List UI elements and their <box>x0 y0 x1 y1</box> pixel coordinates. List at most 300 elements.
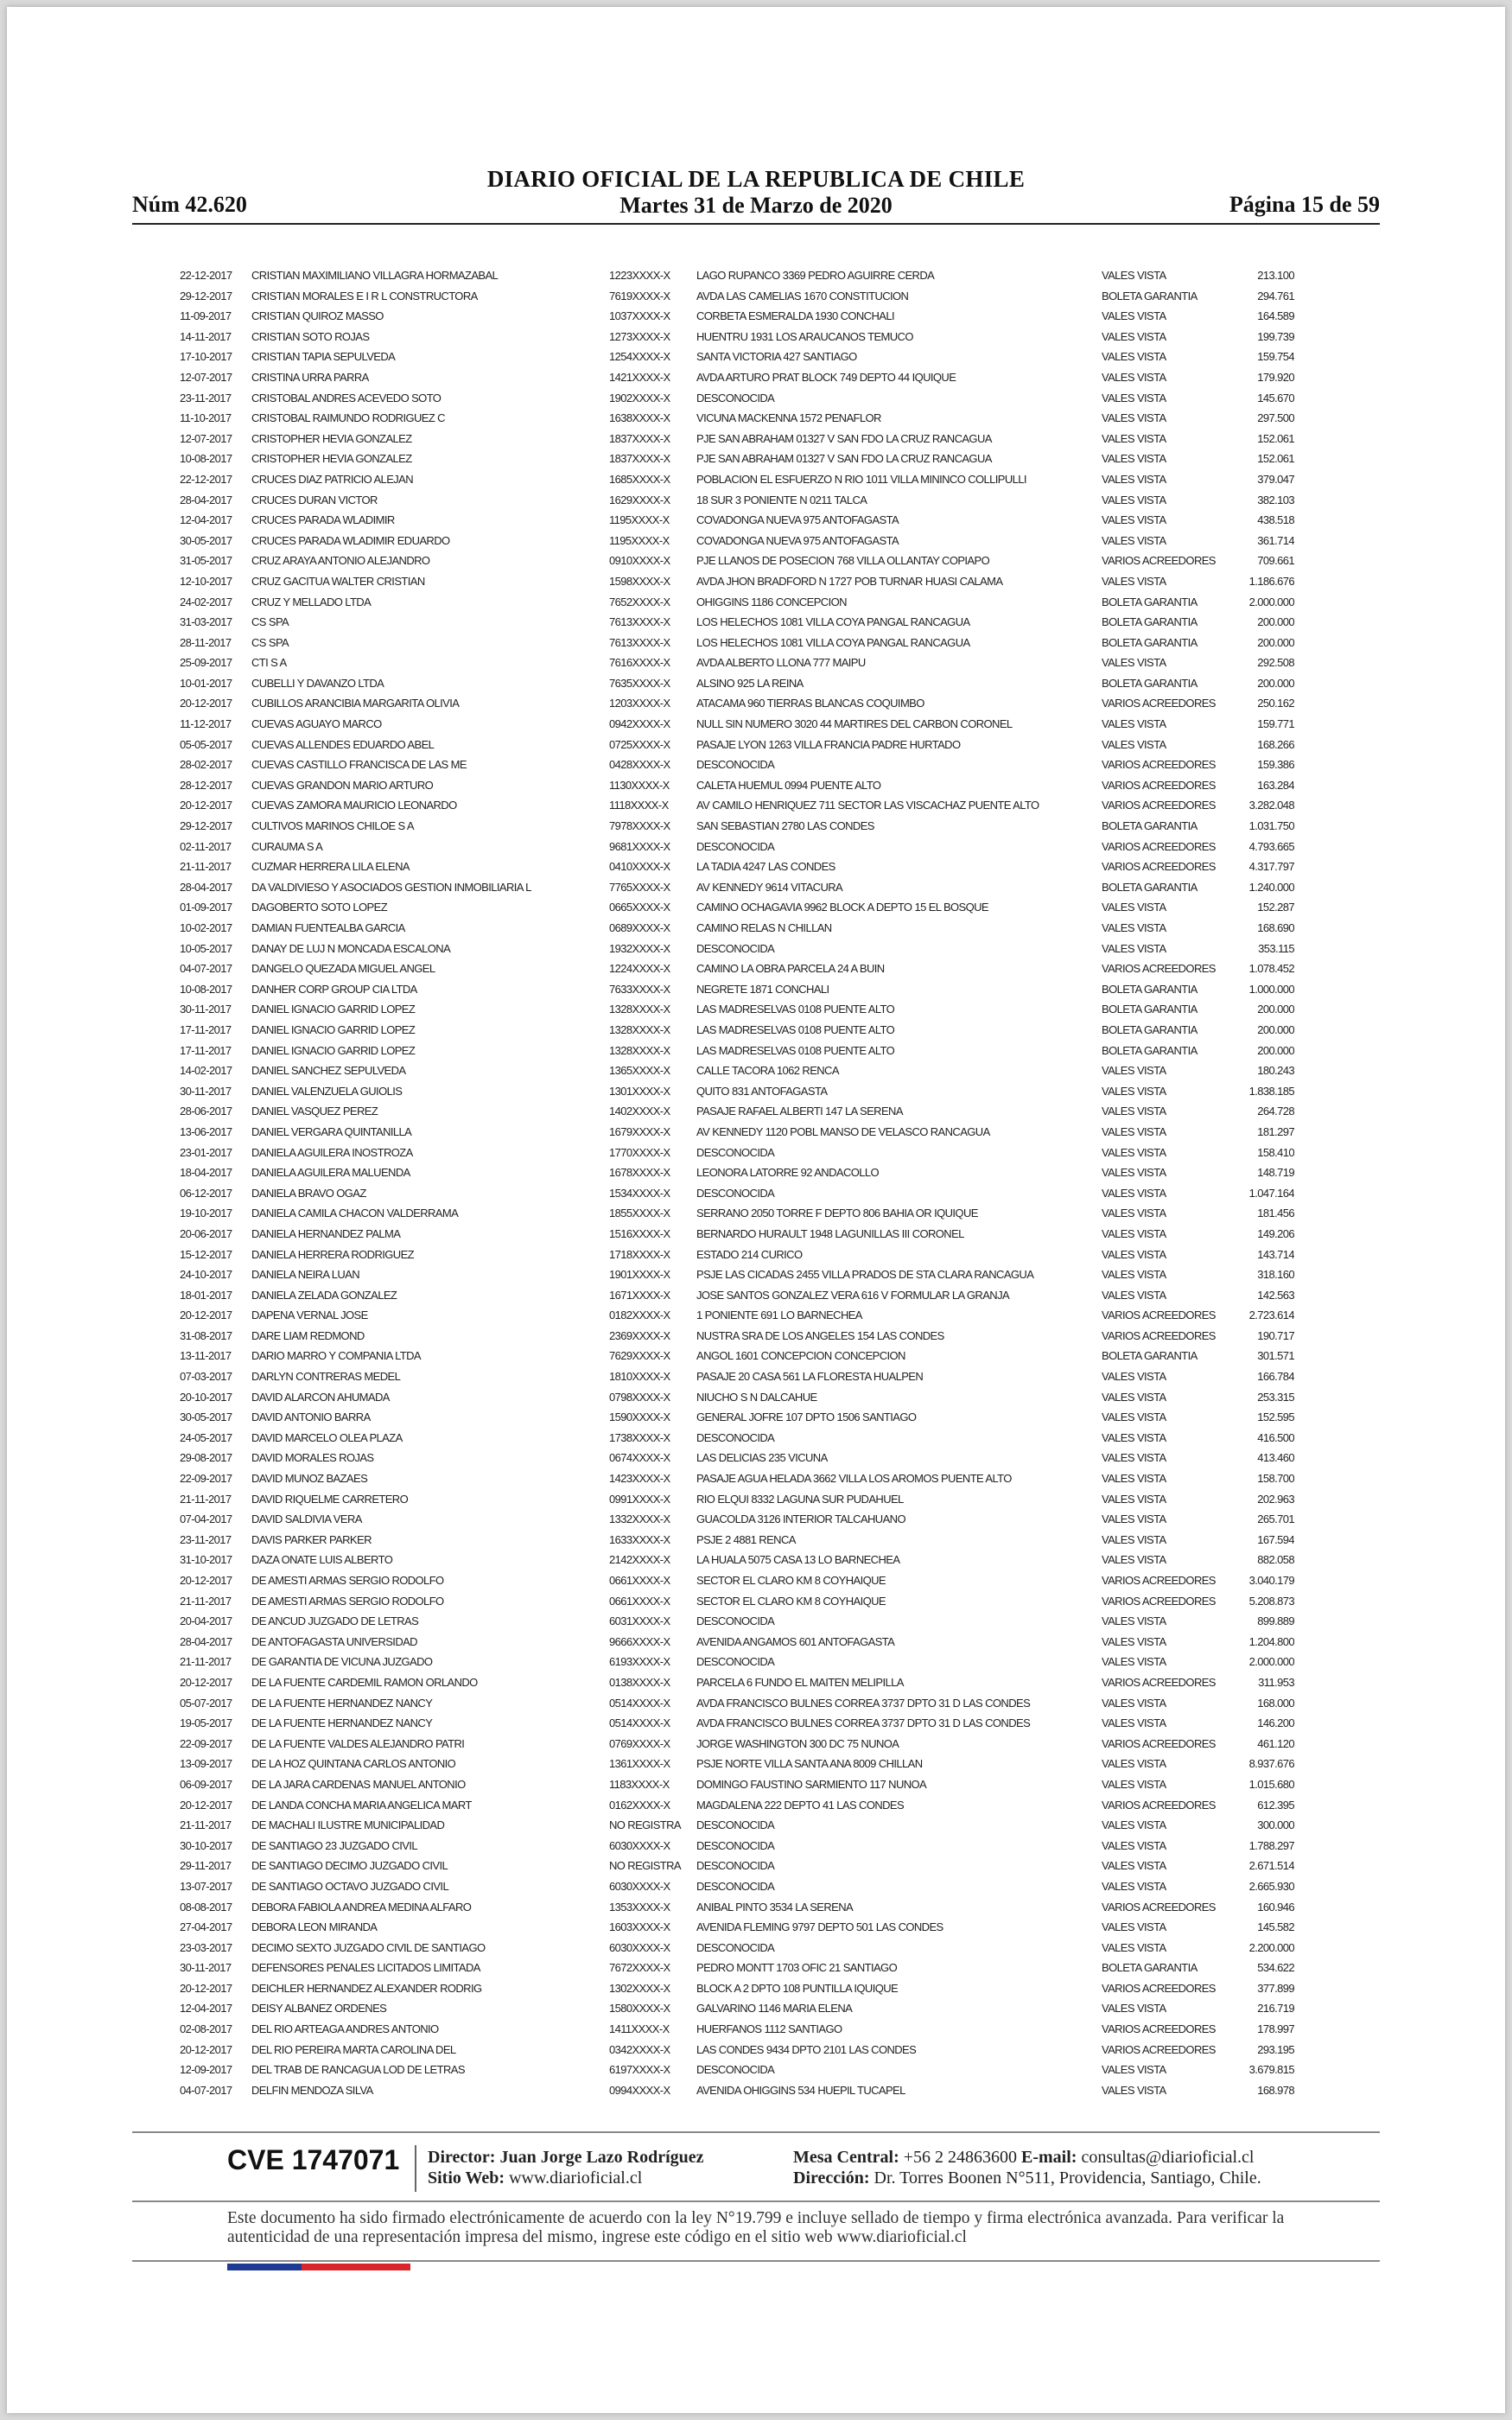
table-row <box>180 1143 1294 1163</box>
row-name: DEL TRAB DE RANCAGUA LOD DE LETRAS <box>251 2063 465 2077</box>
row-address: DESCONOCIDA <box>696 1145 775 1159</box>
row-date: 20-12-2017 <box>180 1981 232 1995</box>
issue-date: Martes 31 de Marzo de 2020 <box>619 193 893 218</box>
row-date: 28-11-2017 <box>180 635 232 649</box>
row-amount: 159.771 <box>1257 717 1294 731</box>
row-type: VALES VISTA <box>1102 1430 1166 1444</box>
row-address: PASAJE AGUA HELADA 3662 VILLA LOS AROMOS PUENTE ALTO <box>696 1472 1012 1486</box>
row-type: VARIOS ACREEDORES <box>1102 1675 1216 1689</box>
row-date: 30-11-2017 <box>180 1961 232 1975</box>
row-date: 11-10-2017 <box>180 411 232 425</box>
row-date: 20-12-2017 <box>180 1309 232 1322</box>
row-type: VALES VISTA <box>1102 452 1166 466</box>
row-type: VALES VISTA <box>1102 391 1166 404</box>
table-row <box>180 1245 1294 1265</box>
row-name: DE LANDA CONCHA MARIA ANGELICA MART <box>251 1798 472 1812</box>
row-date: 07-03-2017 <box>180 1370 232 1384</box>
row-type: VALES VISTA <box>1102 1920 1166 1934</box>
row-name: DAVID SALDIVIA VERA <box>251 1512 362 1526</box>
row-type: VARIOS ACREEDORES <box>1102 2022 1216 2036</box>
row-rut: 0514XXXX-X <box>609 1716 670 1730</box>
row-date: 20-10-2017 <box>180 1390 232 1404</box>
row-name: DANIEL SANCHEZ SEPULVEDA <box>251 1064 406 1078</box>
row-type: VALES VISTA <box>1102 1247 1166 1261</box>
mesa-phone: +56 2 24863600 <box>903 2148 1018 2167</box>
row-address: DESCONOCIDA <box>696 1614 775 1628</box>
row-address: GUACOLDA 3126 INTERIOR TALCAHUANO <box>696 1512 905 1526</box>
table-row <box>180 1468 1294 1489</box>
row-rut: 6030XXXX-X <box>609 1838 670 1852</box>
row-rut: 2142XXXX-X <box>609 1553 670 1567</box>
row-type: VARIOS ACREEDORES <box>1102 697 1216 710</box>
row-rut: 6030XXXX-X <box>609 1879 670 1893</box>
row-rut: 0942XXXX-X <box>609 717 670 731</box>
row-rut: 1738XXXX-X <box>609 1430 670 1444</box>
row-rut: 7635XXXX-X <box>609 676 670 690</box>
table-row <box>180 1713 1294 1734</box>
row-date: 17-11-2017 <box>180 1043 232 1057</box>
table-row <box>180 327 1294 347</box>
row-date: 30-11-2017 <box>180 1003 232 1016</box>
row-type: VALES VISTA <box>1102 1838 1166 1852</box>
row-address: OHIGGINS 1186 CONCEPCION <box>696 595 847 608</box>
row-name: DANIEL VASQUEZ PEREZ <box>251 1105 378 1118</box>
row-date: 28-04-2017 <box>180 493 232 506</box>
row-name: DAVID RIQUELME CARRETERO <box>251 1492 409 1506</box>
row-date: 24-05-2017 <box>180 1430 232 1444</box>
row-amount: 180.243 <box>1257 1064 1294 1078</box>
table-row <box>180 347 1294 367</box>
row-address: PSJE LAS CICADAS 2455 VILLA PRADOS DE STA CLARA RANCAGUA <box>696 1268 1034 1282</box>
row-address: HUERFANOS 1112 SANTIAGO <box>696 2022 842 2036</box>
row-address: DESCONOCIDA <box>696 1838 775 1852</box>
row-date: 06-09-2017 <box>180 1777 232 1791</box>
row-name: DEL RIO ARTEAGA ANDRES ANTONIO <box>251 2022 439 2036</box>
table-row <box>180 1734 1294 1754</box>
row-amount: 8.937.676 <box>1248 1757 1294 1771</box>
row-amount: 1.838.185 <box>1248 1084 1294 1098</box>
table-row <box>180 1836 1294 1856</box>
row-address: LEONORA LATORRE 92 ANDACOLLO <box>696 1166 880 1180</box>
row-rut: 1671XXXX-X <box>609 1288 670 1302</box>
row-name: CUEVAS CASTILLO FRANCISCA DE LAS ME <box>251 758 467 772</box>
row-amount: 3.282.048 <box>1248 799 1294 812</box>
row-name: DARE LIAM REDMOND <box>251 1328 365 1342</box>
footer-divider-top <box>132 2131 1380 2133</box>
row-address: PASAJE 20 CASA 561 LA FLORESTA HUALPEN <box>696 1370 924 1384</box>
footer-separator <box>415 2145 416 2192</box>
row-type: VALES VISTA <box>1102 1757 1166 1771</box>
row-type: VALES VISTA <box>1102 513 1166 527</box>
row-address: DESCONOCIDA <box>696 839 775 853</box>
row-address: LA TADIA 4247 LAS CONDES <box>696 860 835 874</box>
row-amount: 294.761 <box>1257 289 1294 302</box>
table-row <box>180 1101 1294 1122</box>
row-amount: 2.200.000 <box>1248 1940 1294 1954</box>
row-type: VALES VISTA <box>1102 1532 1166 1546</box>
row-type: VALES VISTA <box>1102 717 1166 731</box>
row-address: DESCONOCIDA <box>696 758 775 772</box>
row-name: CS SPA <box>251 615 289 629</box>
row-address: DESCONOCIDA <box>696 391 775 404</box>
row-address: AVENIDA OHIGGINS 534 HUEPIL TUCAPEL <box>696 2083 905 2097</box>
row-rut: 1679XXXX-X <box>609 1124 670 1138</box>
row-name: DANIELA HERNANDEZ PALMA <box>251 1226 401 1240</box>
row-type: BOLETA GARANTIA <box>1102 289 1198 302</box>
row-type: BOLETA GARANTIA <box>1102 1349 1198 1363</box>
address-text: Dr. Torres Boonen N°511, Providencia, Santiago, Chile. <box>874 2168 1261 2188</box>
row-type: VALES VISTA <box>1102 1145 1166 1159</box>
row-date: 10-08-2017 <box>180 982 232 996</box>
row-type: VALES VISTA <box>1102 656 1166 670</box>
table-row <box>180 469 1294 490</box>
table-row <box>180 551 1294 571</box>
row-date: 11-12-2017 <box>180 717 232 731</box>
table-row <box>180 1489 1294 1510</box>
table-row <box>180 1978 1294 1999</box>
row-address: AV KENNEDY 1120 POBL MANSO DE VELASCO RANCAGUA <box>696 1124 990 1138</box>
row-name: CRISTIAN QUIROZ MASSO <box>251 309 384 323</box>
row-date: 05-05-2017 <box>180 737 232 751</box>
row-type: VALES VISTA <box>1102 1166 1166 1180</box>
row-amount: 2.671.514 <box>1248 1859 1294 1873</box>
table-row <box>180 1020 1294 1041</box>
row-type: VALES VISTA <box>1102 1818 1166 1832</box>
row-rut: 0910XXXX-X <box>609 554 670 568</box>
row-date: 29-12-2017 <box>180 819 232 833</box>
row-name: CTI S A <box>251 656 287 670</box>
row-rut: 1037XXXX-X <box>609 309 670 323</box>
row-type: VALES VISTA <box>1102 269 1166 282</box>
row-date: 11-09-2017 <box>180 309 232 323</box>
table-row <box>180 388 1294 409</box>
row-date: 20-12-2017 <box>180 799 232 812</box>
table-row <box>180 1998 1294 2019</box>
row-type: VARIOS ACREEDORES <box>1102 1981 1216 1995</box>
row-amount: 168.690 <box>1257 921 1294 934</box>
row-rut: 6031XXXX-X <box>609 1614 670 1628</box>
row-date: 14-11-2017 <box>180 329 232 343</box>
row-address: LAS MADRESELVAS 0108 PUENTE ALTO <box>696 1003 895 1016</box>
row-name: DANIEL IGNACIO GARRID LOPEZ <box>251 1043 416 1057</box>
row-date: 13-06-2017 <box>180 1124 232 1138</box>
row-amount: 1.047.164 <box>1248 1186 1294 1200</box>
row-name: DELFIN MENDOZA SILVA <box>251 2083 373 2097</box>
row-type: BOLETA GARANTIA <box>1102 635 1198 649</box>
row-address: QUITO 831 ANTOFAGASTA <box>696 1084 828 1098</box>
table-row <box>180 714 1294 735</box>
table-row <box>180 735 1294 755</box>
row-date: 20-06-2017 <box>180 1226 232 1240</box>
table-row <box>180 1632 1294 1653</box>
row-address: LA HUALA 5075 CASA 13 LO BARNECHEA <box>696 1553 900 1567</box>
row-address: ANIBAL PINTO 3534 LA SERENA <box>696 1900 854 1914</box>
row-amount: 301.571 <box>1257 1349 1294 1363</box>
row-type: VALES VISTA <box>1102 2002 1166 2016</box>
row-type: VALES VISTA <box>1102 1777 1166 1791</box>
row-amount: 1.204.800 <box>1248 1634 1294 1648</box>
row-rut: 0991XXXX-X <box>609 1492 670 1506</box>
row-amount: 168.978 <box>1257 2083 1294 2097</box>
row-amount: 1.000.000 <box>1248 982 1294 996</box>
table-row <box>180 531 1294 551</box>
table-row <box>180 429 1294 449</box>
row-type: VARIOS ACREEDORES <box>1102 1798 1216 1812</box>
row-amount: 216.719 <box>1257 2002 1294 2016</box>
row-rut: 1302XXXX-X <box>609 1981 670 1995</box>
row-type: VALES VISTA <box>1102 941 1166 955</box>
row-rut: 7613XXXX-X <box>609 635 670 649</box>
site-link[interactable]: www.diarioficial.cl <box>509 2168 643 2188</box>
row-name: DE LA FUENTE HERNANDEZ NANCY <box>251 1716 433 1730</box>
row-name: DEFENSORES PENALES LICITADOS LIMITADA <box>251 1961 480 1975</box>
row-address: COVADONGA NUEVA 975 ANTOFAGASTA <box>696 513 899 527</box>
row-rut: 1203XXXX-X <box>609 697 670 710</box>
row-amount: 199.739 <box>1257 329 1294 343</box>
row-date: 20-12-2017 <box>180 697 232 710</box>
row-address: HUENTRU 1931 LOS ARAUCANOS TEMUCO <box>696 329 913 343</box>
row-address: GENERAL JOFRE 107 DPTO 1506 SANTIAGO <box>696 1411 917 1424</box>
row-rut: 1633XXXX-X <box>609 1532 670 1546</box>
row-address: JOSE SANTOS GONZALEZ VERA 616 V FORMULAR LA GRANJA <box>696 1288 1010 1302</box>
row-rut: 1328XXXX-X <box>609 1003 670 1016</box>
row-type: BOLETA GARANTIA <box>1102 1043 1198 1057</box>
row-type: VARIOS ACREEDORES <box>1102 1736 1216 1750</box>
row-date: 24-02-2017 <box>180 595 232 608</box>
row-rut: 1932XXXX-X <box>609 941 670 955</box>
row-type: VALES VISTA <box>1102 431 1166 445</box>
row-address: NIUCHO S N DALCAHUE <box>696 1390 817 1404</box>
row-name: DANHER CORP GROUP CIA LTDA <box>251 982 417 996</box>
row-name: CRUCES PARADA WLADIMIR EDUARDO <box>251 533 450 547</box>
row-type: VARIOS ACREEDORES <box>1102 962 1216 976</box>
row-type: VALES VISTA <box>1102 1370 1166 1384</box>
row-address: PSJE NORTE VILLA SANTA ANA 8009 CHILLAN <box>696 1757 923 1771</box>
row-name: CS SPA <box>251 635 289 649</box>
row-address: AV CAMILO HENRIQUEZ 711 SECTOR LAS VISCACHAZ PUENTE ALTO <box>696 799 1039 812</box>
row-date: 12-10-2017 <box>180 574 232 588</box>
row-amount: 379.047 <box>1257 472 1294 486</box>
row-amount: 160.946 <box>1257 1900 1294 1914</box>
row-address: DESCONOCIDA <box>696 2063 775 2077</box>
row-date: 12-04-2017 <box>180 2002 232 2016</box>
row-rut: 1301XXXX-X <box>609 1084 670 1098</box>
row-rut: 0725XXXX-X <box>609 737 670 751</box>
row-address: LOS HELECHOS 1081 VILLA COYA PANGAL RANCAGUA <box>696 615 970 629</box>
row-name: CRUZ ARAYA ANTONIO ALEJANDRO <box>251 554 430 568</box>
row-amount: 158.410 <box>1257 1145 1294 1159</box>
row-address: CALLE TACORA 1062 RENCA <box>696 1064 839 1078</box>
table-row <box>180 2060 1294 2080</box>
row-amount: 416.500 <box>1257 1430 1294 1444</box>
row-amount: 253.315 <box>1257 1390 1294 1404</box>
row-address: SANTA VICTORIA 427 SANTIAGO <box>696 350 857 364</box>
row-date: 01-09-2017 <box>180 901 232 914</box>
row-address: 18 SUR 3 PONIENTE N 0211 TALCA <box>696 493 867 506</box>
table-row <box>180 1305 1294 1326</box>
row-name: DAVID MUNOZ BAZAES <box>251 1472 368 1486</box>
row-rut: 0798XXXX-X <box>609 1390 670 1404</box>
row-amount: 4.793.665 <box>1248 839 1294 853</box>
row-amount: 5.208.873 <box>1248 1594 1294 1608</box>
table-row <box>180 1550 1294 1570</box>
row-address: AV KENNEDY 9614 VITACURA <box>696 880 843 894</box>
row-amount: 190.717 <box>1257 1328 1294 1342</box>
row-rut: 0665XXXX-X <box>609 901 670 914</box>
address-label: Dirección: <box>793 2168 870 2188</box>
table-row <box>180 1815 1294 1836</box>
row-rut: 1223XXXX-X <box>609 269 670 282</box>
row-name: DE SANTIAGO 23 JUZGADO CIVIL <box>251 1838 417 1852</box>
row-name: DANIEL IGNACIO GARRID LOPEZ <box>251 1003 416 1016</box>
row-rut: 1195XXXX-X <box>609 533 670 547</box>
row-amount: 2.665.930 <box>1248 1879 1294 1893</box>
row-rut: 7613XXXX-X <box>609 615 670 629</box>
table-row <box>180 408 1294 429</box>
row-rut: 9681XXXX-X <box>609 839 670 853</box>
row-rut: 1118XXXX-X <box>609 799 669 812</box>
email-link[interactable]: consultas@diarioficial.cl <box>1081 2148 1255 2167</box>
table-row <box>180 1122 1294 1143</box>
table-row <box>180 653 1294 673</box>
row-type: VARIOS ACREEDORES <box>1102 1574 1216 1587</box>
row-date: 20-04-2017 <box>180 1614 232 1628</box>
row-type: VALES VISTA <box>1102 1716 1166 1730</box>
row-name: CRUCES DURAN VICTOR <box>251 493 378 506</box>
row-type: VALES VISTA <box>1102 1553 1166 1567</box>
row-amount: 200.000 <box>1257 1022 1294 1036</box>
table-row <box>180 306 1294 327</box>
row-amount: 361.714 <box>1257 533 1294 547</box>
row-amount: 146.200 <box>1257 1716 1294 1730</box>
row-amount: 159.754 <box>1257 350 1294 364</box>
row-rut: 1328XXXX-X <box>609 1043 670 1057</box>
row-date: 13-11-2017 <box>180 1349 232 1363</box>
row-rut: 1516XXXX-X <box>609 1226 670 1240</box>
row-type: VALES VISTA <box>1102 1207 1166 1220</box>
row-date: 29-08-2017 <box>180 1451 232 1465</box>
row-rut: 1183XXXX-X <box>609 1777 670 1791</box>
row-address: DESCONOCIDA <box>696 1655 775 1669</box>
row-amount: 1.031.750 <box>1248 819 1294 833</box>
table-row <box>180 1611 1294 1632</box>
row-type: VARIOS ACREEDORES <box>1102 1900 1216 1914</box>
row-address: AVDA FRANCISCO BULNES CORREA 3737 DPTO 31 D LAS CONDES <box>696 1716 1031 1730</box>
row-rut: 1855XXXX-X <box>609 1207 670 1220</box>
row-rut: 1421XXXX-X <box>609 370 670 384</box>
table-row <box>180 1672 1294 1693</box>
table-row <box>180 265 1294 286</box>
row-address: PJE SAN ABRAHAM 01327 V SAN FDO LA CRUZ RANCAGUA <box>696 431 992 445</box>
row-amount: 166.784 <box>1257 1370 1294 1384</box>
row-type: VALES VISTA <box>1102 1879 1166 1893</box>
row-name: DAZA ONATE LUIS ALBERTO <box>251 1553 393 1567</box>
row-type: VARIOS ACREEDORES <box>1102 778 1216 792</box>
row-date: 30-11-2017 <box>180 1084 232 1098</box>
row-date: 28-12-2017 <box>180 778 232 792</box>
row-name: CRUZ Y MELLADO LTDA <box>251 595 372 608</box>
table-row <box>180 2040 1294 2060</box>
row-date: 10-08-2017 <box>180 452 232 466</box>
row-date: 29-11-2017 <box>180 1859 232 1873</box>
table-row <box>180 1162 1294 1183</box>
row-address: PASAJE LYON 1263 VILLA FRANCIA PADRE HURTADO <box>696 737 961 751</box>
row-type: VARIOS ACREEDORES <box>1102 2042 1216 2056</box>
row-name: CRISTOPHER HEVIA GONZALEZ <box>251 452 412 466</box>
row-type: VALES VISTA <box>1102 1940 1166 1954</box>
row-type: VALES VISTA <box>1102 1614 1166 1628</box>
row-name: CUEVAS GRANDON MARIO ARTURO <box>251 778 434 792</box>
row-amount: 311.953 <box>1258 1675 1294 1689</box>
table-row <box>180 612 1294 633</box>
row-name: DEICHLER HERNANDEZ ALEXANDER RODRIG <box>251 1981 482 1995</box>
table-row <box>180 897 1294 918</box>
row-rut: 1332XXXX-X <box>609 1512 670 1526</box>
row-rut: 1685XXXX-X <box>609 472 670 486</box>
row-amount: 461.120 <box>1257 1736 1294 1750</box>
table-row <box>180 1203 1294 1224</box>
table-row <box>180 510 1294 531</box>
table-row <box>180 1285 1294 1306</box>
row-address: ALSINO 925 LA REINA <box>696 676 804 690</box>
row-amount: 612.395 <box>1257 1798 1294 1812</box>
row-name: CRUCES PARADA WLADIMIR <box>251 513 395 527</box>
row-address: POBLACION EL ESFUERZO N RIO 1011 VILLA MININCO COLLIPULLI <box>696 472 1026 486</box>
row-rut: 7652XXXX-X <box>609 595 670 608</box>
row-type: VALES VISTA <box>1102 1186 1166 1200</box>
page-indicator: Página 15 de 59 <box>1229 192 1380 217</box>
footer-contact-block <box>793 2147 1261 2188</box>
row-date: 18-01-2017 <box>180 1288 232 1302</box>
row-date: 12-04-2017 <box>180 513 232 527</box>
row-name: DARLYN CONTRERAS MEDEL <box>251 1370 401 1384</box>
row-type: BOLETA GARANTIA <box>1102 1003 1198 1016</box>
row-rut: 7619XXXX-X <box>609 289 670 302</box>
row-rut: 1837XXXX-X <box>609 431 670 445</box>
document-page <box>7 7 1505 2413</box>
row-amount: 145.670 <box>1257 391 1294 404</box>
row-rut: 0428XXXX-X <box>609 758 670 772</box>
table-row <box>180 367 1294 388</box>
row-name: CRISTIAN MAXIMILIANO VILLAGRA HORMAZABAL <box>251 269 499 282</box>
row-address: PJE LLANOS DE POSECION 768 VILLA OLLANTAY COPIAPO <box>696 554 990 568</box>
row-name: DE MACHALI ILUSTRE MUNICIPALIDAD <box>251 1818 445 1832</box>
table-row <box>180 795 1294 816</box>
row-rut: 1224XXXX-X <box>609 962 670 976</box>
row-rut: 1534XXXX-X <box>609 1186 670 1200</box>
row-rut: 6197XXXX-X <box>609 2063 670 2077</box>
row-rut: 0994XXXX-X <box>609 2083 670 2097</box>
row-date: 14-02-2017 <box>180 1064 232 1078</box>
row-name: CRISTIAN SOTO ROJAS <box>251 329 370 343</box>
row-address: BERNARDO HURAULT 1948 LAGUNILLAS III CORONEL <box>696 1226 964 1240</box>
table-row <box>180 1428 1294 1449</box>
footer-director-block <box>428 2147 704 2188</box>
row-rut: 0138XXXX-X <box>609 1675 670 1689</box>
row-date: 20-12-2017 <box>180 1675 232 1689</box>
row-amount: 2.000.000 <box>1248 1655 1294 1669</box>
row-address: PASAJE RAFAEL ALBERTI 147 LA SERENA <box>696 1105 903 1118</box>
row-name: DANIELA NEIRA LUAN <box>251 1268 360 1282</box>
row-amount: 200.000 <box>1257 1043 1294 1057</box>
row-address: GALVARINO 1146 MARIA ELENA <box>696 2002 853 2016</box>
row-date: 27-04-2017 <box>180 1920 232 1934</box>
row-rut: 1365XXXX-X <box>609 1064 670 1078</box>
row-amount: 143.714 <box>1257 1247 1294 1261</box>
row-date: 13-07-2017 <box>180 1879 232 1893</box>
row-name: DANIELA BRAVO OGAZ <box>251 1186 366 1200</box>
row-type: VALES VISTA <box>1102 737 1166 751</box>
